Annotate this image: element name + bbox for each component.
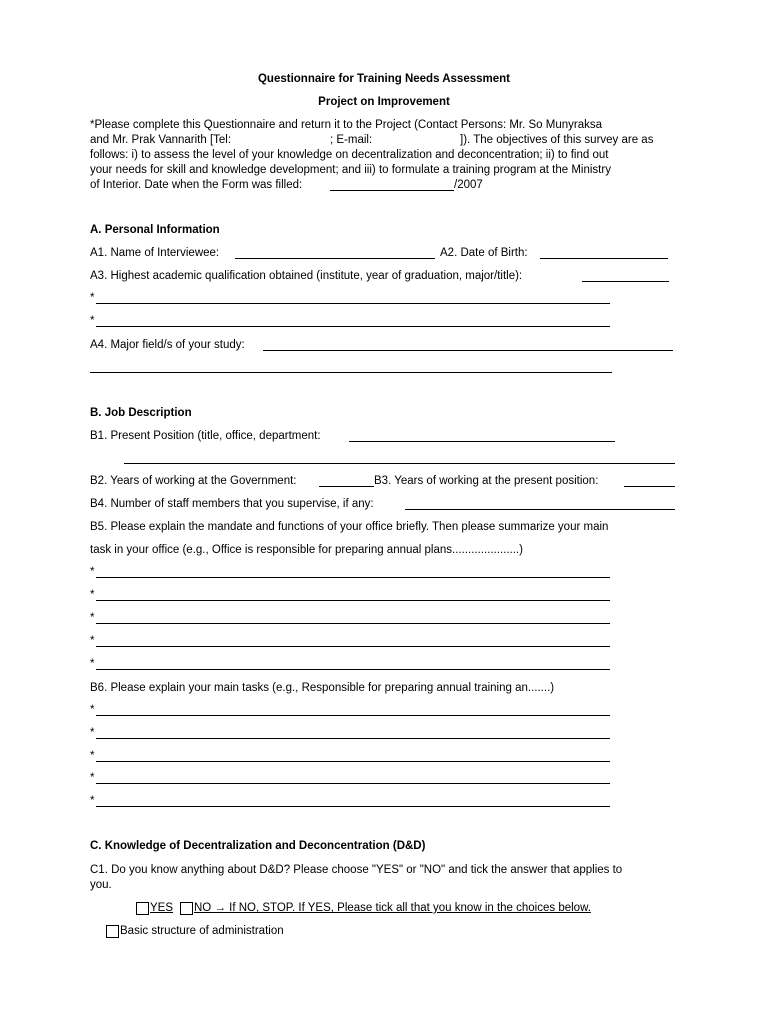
office-task-line-5[interactable] xyxy=(96,669,610,670)
b1-label: B1. Present Position (title, office, department: xyxy=(90,430,321,442)
yes-label: YES xyxy=(150,902,174,914)
office-task-line-3[interactable] xyxy=(96,623,610,624)
yes-checkbox[interactable] xyxy=(136,902,149,915)
qualification-line-1[interactable] xyxy=(96,303,610,304)
c1-label-line-1: C1. Do you know anything about D&D? Please choose "YES" or "NO" and tick the answer that applies to xyxy=(90,864,623,876)
a2-label: A2. Date of Birth: xyxy=(440,247,528,259)
date-of-birth-field[interactable] xyxy=(540,258,668,259)
a1-label: A1. Name of Interviewee: xyxy=(90,247,220,259)
staff-supervised-field[interactable] xyxy=(405,509,675,510)
b5-bullet-4: * xyxy=(90,635,95,647)
b4-label: B4. Number of staff members that you supervise, if any: xyxy=(90,498,374,510)
main-task-line-1[interactable] xyxy=(96,715,610,716)
intro-line-2a: and Mr. Prak Vannarith [Tel: xyxy=(90,134,232,146)
b2-label: B2. Years of working at the Government: xyxy=(90,475,297,487)
basic-structure-checkbox[interactable] xyxy=(106,925,119,938)
a3-bullet-2: * xyxy=(90,315,95,327)
main-task-line-2[interactable] xyxy=(96,738,610,739)
no-label: NO → If NO, STOP. If YES, Please tick all that you know in the choices below. xyxy=(194,902,591,914)
intro-line-2b: ; E-mail: xyxy=(330,134,373,146)
date-filled-field[interactable] xyxy=(330,190,454,191)
a3-bullet-1: * xyxy=(90,292,95,304)
present-position-line-2[interactable] xyxy=(124,463,675,464)
a3-label: A3. Highest academic qualification obtained (institute, year of graduation, major/title): xyxy=(90,270,523,282)
major-field-line-2[interactable] xyxy=(90,372,612,373)
intro-line-5b: /2007 xyxy=(454,179,483,191)
b6-bullet-5: * xyxy=(90,795,95,807)
b5-bullet-5: * xyxy=(90,658,95,670)
intro-line-2c: ]). The objectives of this survey are as xyxy=(460,134,654,146)
b3-label: B3. Years of working at the present position: xyxy=(374,475,599,487)
office-task-line-4[interactable] xyxy=(96,646,610,647)
qualification-line-2[interactable] xyxy=(96,326,610,327)
a4-label: A4. Major field/s of your study: xyxy=(90,339,245,351)
b5-bullet-3: * xyxy=(90,612,95,624)
basic-structure-label: Basic structure of administration xyxy=(120,925,284,937)
intro-line-3: follows: i) to assess the level of your knowledge on decentralization and deconcentration; ii) to find out xyxy=(90,149,609,161)
b6-bullet-1: * xyxy=(90,704,95,716)
main-task-line-3[interactable] xyxy=(96,761,610,762)
b6-label: B6. Please explain your main tasks (e.g., Responsible for preparing annual training an.......) xyxy=(90,682,555,694)
intro-line-1: *Please complete this Questionnaire and return it to the Project (Contact Persons: Mr. So Munyraksa xyxy=(90,119,602,131)
b5-label-line-2: task in your office (e.g., Office is responsible for preparing annual plans.....................) xyxy=(90,544,523,556)
present-position-field[interactable] xyxy=(349,441,615,442)
c1-label-line-2: you. xyxy=(90,879,112,891)
b5-label-line-1: B5. Please explain the mandate and functions of your office briefly. Then please summarize your main xyxy=(90,521,609,533)
b6-bullet-4: * xyxy=(90,772,95,784)
b6-bullet-2: * xyxy=(90,727,95,739)
b6-bullet-3: * xyxy=(90,750,95,762)
qualification-field[interactable] xyxy=(582,281,669,282)
major-field-line-1[interactable] xyxy=(263,350,673,351)
office-task-line-1[interactable] xyxy=(96,577,610,578)
intro-line-4: your needs for skill and knowledge development; and iii) to formulate a training program at the Ministry xyxy=(90,164,611,176)
b5-bullet-1: * xyxy=(90,566,95,578)
years-position-field[interactable] xyxy=(624,486,675,487)
document-subtitle: Project on Improvement xyxy=(318,96,450,108)
main-task-line-4[interactable] xyxy=(96,783,610,784)
document-title: Questionnaire for Training Needs Assessment xyxy=(257,73,510,85)
no-checkbox[interactable] xyxy=(180,902,193,915)
b5-bullet-2: * xyxy=(90,589,95,601)
interviewee-name-field[interactable] xyxy=(235,258,435,259)
section-c-heading: C. Knowledge of Decentralization and Deconcentration (D&D) xyxy=(90,840,426,852)
years-government-field[interactable] xyxy=(319,486,374,487)
main-task-line-5[interactable] xyxy=(96,806,610,807)
intro-line-5a: of Interior. Date when the Form was filled: xyxy=(90,179,303,191)
section-b-heading: B. Job Description xyxy=(90,407,192,419)
section-a-heading: A. Personal Information xyxy=(90,224,220,236)
office-task-line-2[interactable] xyxy=(96,600,610,601)
